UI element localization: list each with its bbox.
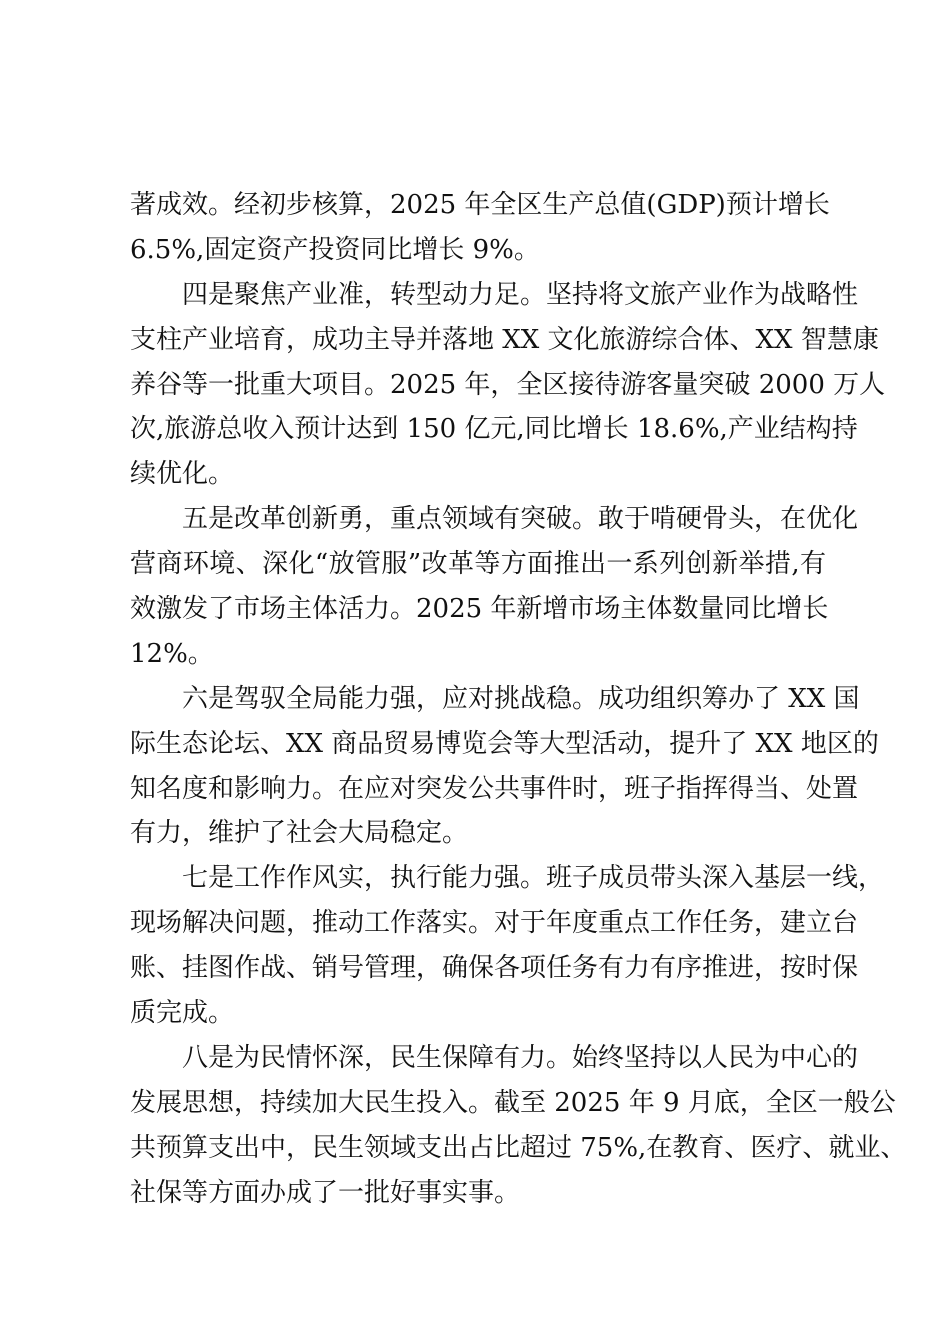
paragraph: [130, 677, 879, 857]
text-line: 支柱产业培育，成功主导并落地 XX 文化旅游综合体、XX 智慧康: [130, 324, 879, 355]
text-line: 八是为民情怀深，民生保障有力。始终坚持以人民为中心的: [182, 1042, 859, 1073]
text-line: 12%。: [130, 638, 214, 669]
text-line: 现场解决问题，推动工作落实。对于年度重点工作任务，建立台: [130, 908, 859, 939]
paragraph: [130, 856, 885, 1036]
text-line: 营商环境、深化“放管服”改革等方面推出一系列创新举措,有: [130, 549, 826, 580]
text-line: 账、挂图作战、销号管理，确保各项任务有力有序推进，按时保: [130, 953, 859, 984]
text-line: 五是改革创新勇，重点领域有突破。敢于啃硬骨头，在优化: [182, 504, 859, 535]
text-line: 效激发了市场主体活力。2025 年新增市场主体数量同比增长: [130, 594, 829, 625]
text-line: 著成效。经初步核算，2025 年全区生产总值(GDP)预计增长: [130, 190, 830, 220]
text-line: 知名度和影响力。在应对突发公共事件时，班子指挥得当、处置: [130, 773, 859, 804]
text-line: 七是工作作风实，执行能力强。班子成员带头深入基层一线，: [182, 863, 885, 894]
text-line: 发展思想，持续加大民生投入。截至 2025 年 9 月底，全区一般公: [130, 1087, 896, 1118]
text-line: 四是聚焦产业准，转型动力足。坚持将文旅产业作为战略性: [182, 279, 859, 310]
text-line: 次,旅游总收入预计达到 150 亿元,同比增长 18.6%,产业结构持: [130, 414, 858, 445]
text-line: 际生态论坛、XX 商品贸易博览会等大型活动，提升了 XX 地区的: [130, 728, 879, 759]
text-line: 共预算支出中，民生领域支出占比超过 75%,在教育、医疗、就业、: [130, 1132, 907, 1163]
document-page: [130, 183, 907, 1215]
text-line: 续优化。: [130, 459, 235, 490]
paragraph: [130, 1036, 907, 1216]
paragraph: [130, 273, 886, 497]
text-line: 社保等方面办成了一批好事实事。: [130, 1177, 521, 1208]
text-line: 六是驾驭全局能力强，应对挑战稳。成功组织筹办了 XX 国: [182, 683, 860, 714]
paragraph: [130, 183, 830, 273]
text-line: 6.5%,固定资产投资同比增长 9%。: [130, 234, 540, 265]
paragraph: [130, 497, 859, 677]
text-line: 有力，维护了社会大局稳定。: [130, 818, 469, 849]
text-line: 质完成。: [130, 998, 235, 1029]
text-line: 养谷等一批重大项目。2025 年，全区接待游客量突破 2000 万人: [130, 369, 886, 400]
